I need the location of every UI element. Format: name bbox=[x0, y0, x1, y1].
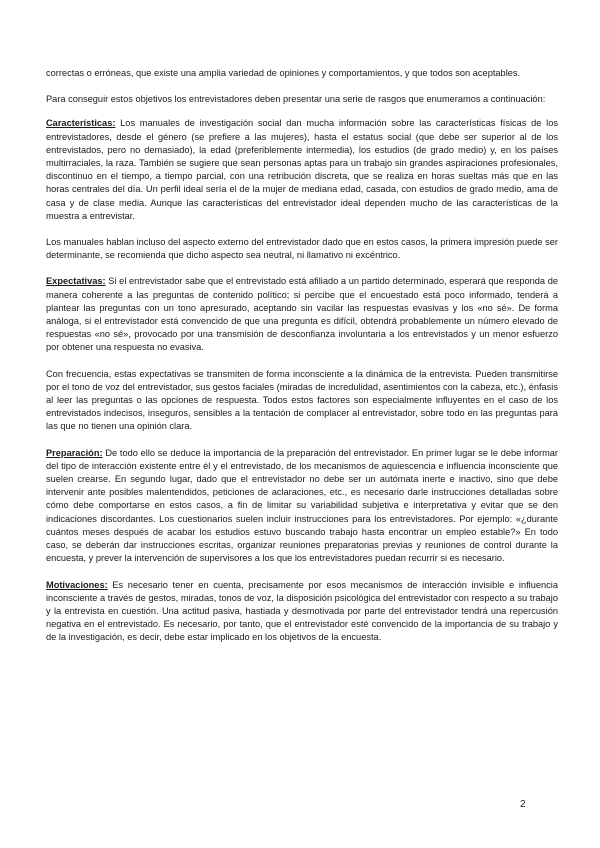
paragraph-intro bbox=[46, 93, 558, 106]
paragraph-text: correctas o erróneas, que existe una amplia variedad de opiniones y comportamientos, y que todos son aceptables. bbox=[46, 68, 521, 78]
paragraph-text: Es necesario tener en cuenta, precisamente por esos mecanismos de interacción invisible e influencia inconsciente a través de gestos, miradas, tonos de voz, la disposición psicológica del entrevistador con respecto a su trabajo y la entrevista en cuestión. Una actitud pasiva, hastiada y desmotivada por parte del entrevistador tendrá una repercusión negativa en el entrevistado. Es necesario, por tanto, que el entrevistador esté convencido de la importancia de su trabajo y de la investigación, es decir, debe estar implicado en los objetivos de la encuesta. bbox=[46, 579, 558, 643]
paragraph-text: Los manuales de investigación social dan mucha información sobre las características físicas de los entrevistadores, desde el género (se prefiere a las mujeres), hasta el estatus social (que debe ser superior al de los entrevistados, pero no demasiado), la edad (preferiblemente intermedia), los estudios (de grado medio) y, en los países multirraciales, la raza. También se sugiere que sean personas aptas para un trabajo sin grandes aspiraciones profesionales, discontinuo en el tiempo, a tiempo parcial, con una retribución discreta, que se realiza en horas sueltas más que en las horas centrales del día. Un perfil ideal sería el de la mujer de mediana edad, casada, con estudios de grado medio, ama de casa y de clase media. Aunque las características del entrevistador ideal dependen mucho de las características de la muestra a entrevistar. bbox=[46, 118, 558, 221]
section-term: Expectativas: bbox=[46, 276, 106, 287]
section-term: Motivaciones: bbox=[46, 579, 108, 590]
paragraph-frecuencia bbox=[46, 368, 558, 434]
paragraph-motivaciones bbox=[46, 579, 558, 645]
paragraph-opening bbox=[46, 67, 558, 80]
paragraph-text: Para conseguir estos objetivos los entrevistadores deben presentar una serie de rasgos que enumeramos a continuación: bbox=[46, 94, 546, 105]
paragraph-text: De todo ello se deduce la importancia de la preparación del entrevistador. En primer lugar se le debe informar del tipo de interacción existente entre él y el entrevistado, de los mecanismos de aquiescencia e influencia inconsciente que suelen crearse. En segundo lugar, dado que el entrevistador no debe ser un autómata inerte e inactivo, sino que debe intervenir ante posibles malentendidos, peticiones de aclaraciones, etc., es necesario darle instrucciones detalladas sobre cómo debe comportarse en estos casos, a fin de limitar su variabilidad subjetiva e interpretativa y evitar que se den indicaciones discordantes. Los cuestionarios suelen incluir instrucciones para los entrevistadores. Por ejemplo: «¿durante cuántos meses después de acabar los estudios estuvo buscando trabajo hasta encontrar un empleo estable?» En todo caso, se deberán dar instrucciones escritas, organizar reuniones preparatorias previas y reuniones de control durante la encuesta, y prever la intervención de supervisores a los que los entrevistadores puedan recurrir si es necesario. bbox=[46, 447, 558, 564]
section-term: Preparación: bbox=[46, 447, 103, 458]
paragraph-aspecto bbox=[46, 236, 558, 262]
paragraph-caracteristicas bbox=[46, 117, 558, 223]
paragraph-text: Con frecuencia, estas expectativas se transmiten de forma inconsciente a la dinámica de la entrevista. Pueden transmitirse por el tono de voz del entrevistador, sus gestos faciales (miradas de incredulidad, asentimientos con la cabeza, etc.), énfasis al leer las preguntas o las opciones de respuesta. Todos estos factores son especialmente influyentes en el caso de los entrevistados indecisos, inseguros, sensibles a la tentación de complacer al entrevistador, sobre todo en las preguntas para las que no tienen una opinión clara. bbox=[46, 368, 558, 432]
page-number: 2 bbox=[520, 799, 526, 810]
document-body bbox=[46, 67, 558, 645]
paragraph-text: Los manuales hablan incluso del aspecto externo del entrevistador dado que en estos casos, la primera impresión puede ser determinante, se recomienda que dicho aspecto sea neutral, ni llamativo ni excéntrico. bbox=[46, 237, 558, 261]
paragraph-expectativas bbox=[46, 275, 558, 354]
paragraph-text: Si el entrevistador sabe que el entrevistado está afiliado a un partido determinado, esperará que responda de manera coherente a las preguntas de contenido político; si percibe que el encuestado está poco informado, tenderá a plantear las preguntas con un tono apresurado, aceptando sin vacilar las respuestas evasivas y los «no sé». De forma análoga, si el entrevistador está convencido de que una pregunta es difícil, obtendrá probablemente un número elevado de respuestas «no sé», provocado por una transmisión de desconfianza involuntaria a los entrevistados y un menor esfuerzo por obtener una respuesta no evasiva. bbox=[46, 276, 558, 353]
paragraph-preparacion bbox=[46, 447, 558, 566]
section-term: Características: bbox=[46, 118, 116, 129]
